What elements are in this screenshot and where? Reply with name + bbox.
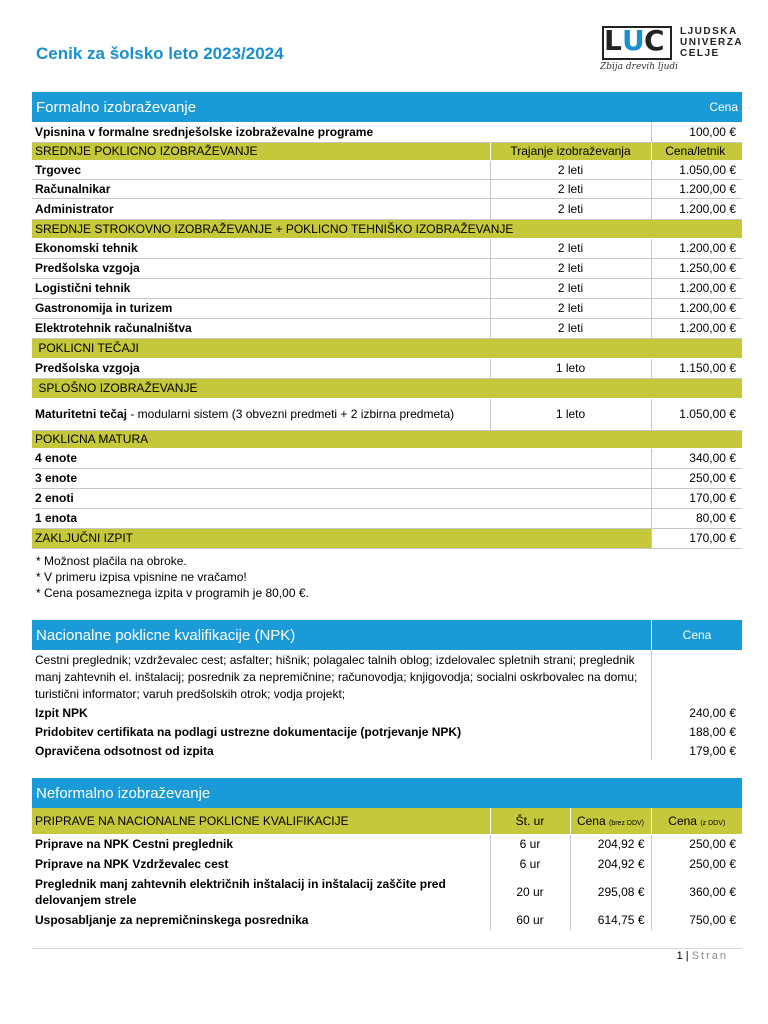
- notes: [36, 553, 309, 601]
- page-footer: [677, 950, 728, 962]
- logo-text-line: LJUDSKA: [680, 26, 738, 37]
- note: * Cena posameznega izpita v programih je 80,00 €.: [36, 586, 309, 600]
- subheader-row: [32, 430, 742, 448]
- subheader-row: [32, 338, 742, 358]
- matura-desc: - modularni sistem (3 obvezni predmeti + 2 izbirna predmeta): [127, 406, 455, 421]
- formal-section: [32, 92, 742, 549]
- row-price: 170,00 €: [651, 488, 742, 508]
- row-gross: 360,00 €: [651, 874, 742, 910]
- row-name: 3 enote: [32, 468, 651, 488]
- table-row: [32, 198, 742, 219]
- row-net: 204,92 €: [570, 834, 651, 854]
- subheader-title: SREDNJE POKLICNO IZOBRAŽEVANJE: [32, 142, 490, 160]
- price-gross-label: Cena: [668, 813, 697, 828]
- logo-tagline: Zbija drevih ljudi: [600, 62, 679, 72]
- row-name: Elektrotehnik računalništva: [32, 318, 490, 338]
- subheader-duration: Trajanje izobraževanja: [490, 142, 651, 160]
- row-net: 204,92 €: [570, 854, 651, 874]
- nonformal-header: [32, 778, 742, 808]
- row-price: 340,00 €: [651, 448, 742, 468]
- table-row: [32, 874, 742, 910]
- row-duration: 1 leto: [490, 358, 651, 378]
- row-price: 1.200,00 €: [651, 318, 742, 338]
- table-row: [32, 238, 742, 258]
- row-name: Trgovec: [32, 160, 490, 179]
- subheader-price-net: [570, 808, 651, 834]
- table-row: [32, 358, 742, 378]
- nonformal-section: [32, 778, 742, 930]
- logo-text: [680, 26, 743, 59]
- row-duration: 2 leti: [490, 160, 651, 179]
- row-price: 1.200,00 €: [651, 278, 742, 298]
- row-duration: 2 leti: [490, 258, 651, 278]
- formal-header: [32, 92, 742, 122]
- row-duration: 2 leti: [490, 298, 651, 318]
- matura-cell: [32, 398, 490, 430]
- table-row: [32, 448, 742, 468]
- enrollment-row: [32, 122, 742, 142]
- row-name: Gastronomija in turizem: [32, 298, 490, 318]
- enrollment-price: 100,00 €: [651, 122, 742, 142]
- subheader-hours: Št. ur: [490, 808, 570, 834]
- row-price: 1.200,00 €: [651, 198, 742, 219]
- subheader-row: [32, 142, 742, 160]
- row-name: Opravičena odsotnost od izpita: [35, 743, 214, 758]
- table-row: [32, 179, 742, 198]
- table-row: [32, 318, 742, 338]
- logo-letter: C: [644, 24, 665, 57]
- subheader-title: POKLICNA MATURA: [32, 430, 742, 448]
- footer-divider: [32, 948, 742, 949]
- npk-description-row: [32, 650, 742, 703]
- npk-header: [32, 620, 742, 650]
- matura-name: Maturitetni tečaj: [35, 406, 128, 421]
- formal-title: Formalno izobraževanje: [36, 98, 197, 116]
- row-hours: 6 ur: [490, 834, 570, 854]
- row-price: 240,00 €: [651, 703, 742, 722]
- row-name: Administrator: [32, 198, 490, 219]
- nonformal-title: Neformalno izobraževanje: [36, 784, 211, 802]
- table-row: [32, 834, 742, 854]
- luc-logo: [598, 24, 748, 84]
- subheader-title: PRIPRAVE NA NACIONALNE POKLICNE KVALIFIKACIJE: [32, 808, 490, 834]
- logo-letter: L: [604, 24, 622, 57]
- row-name: Izpit NPK: [35, 705, 88, 720]
- row-name: Pridobitev certifikata na podlagi ustrezne dokumentacije (potrjevanje NPK): [35, 724, 462, 739]
- final-exam-title: ZAKLJUČNI IZPIT: [32, 528, 651, 548]
- row-price: 1.050,00 €: [651, 398, 742, 430]
- footer-separator: |: [682, 950, 692, 962]
- price-net-note: (brez DDV): [609, 819, 645, 827]
- page-title: Cenik za šolsko leto 2023/2024: [36, 44, 284, 63]
- table-row: [32, 741, 742, 760]
- table-row: [32, 278, 742, 298]
- row-hours: 20 ur: [490, 874, 570, 910]
- row-hours: 6 ur: [490, 854, 570, 874]
- table-row: [32, 258, 742, 278]
- empty-cell: [651, 650, 742, 703]
- row-gross: 250,00 €: [651, 854, 742, 874]
- row-price: 1.050,00 €: [651, 160, 742, 179]
- price-net-label: Cena: [576, 813, 606, 828]
- row-name: 4 enote: [32, 448, 651, 468]
- page-label: Stran: [691, 950, 728, 962]
- formal-table: [32, 122, 742, 549]
- row-price: 1.250,00 €: [651, 258, 742, 278]
- table-row: [32, 160, 742, 179]
- row-name: Predšolska vzgoja: [32, 358, 490, 378]
- row-duration: 2 leti: [490, 278, 651, 298]
- table-row: [32, 854, 742, 874]
- row-price: 1.150,00 €: [651, 358, 742, 378]
- final-exam-price: 170,00 €: [651, 528, 742, 548]
- row-name: 1 enota: [32, 508, 651, 528]
- row-price: 179,00 €: [651, 741, 742, 760]
- row-name: Priprave na NPK Cestni preglednik: [35, 837, 234, 852]
- row-net: 614,75 €: [570, 910, 651, 930]
- row-duration: 1 leto: [490, 398, 651, 430]
- row-hours: 60 ur: [490, 910, 570, 930]
- table-row: [32, 468, 742, 488]
- table-row: [32, 722, 742, 741]
- table-row: [32, 508, 742, 528]
- row-name: 2 enoti: [32, 488, 651, 508]
- npk-title: Nacionalne poklicne kvalifikacije (NPK): [36, 626, 296, 644]
- row-price: 1.200,00 €: [651, 179, 742, 198]
- row-name: Preglednik manj zahtevnih električnih inštalacij in inštalacij zaščite pred delovanjem strele: [35, 877, 446, 907]
- row-gross: 750,00 €: [651, 910, 742, 930]
- note: * V primeru izpisa vpisnine ne vračamo!: [36, 570, 247, 584]
- table-row: [32, 910, 742, 930]
- row-net: 295,08 €: [570, 874, 651, 910]
- formal-price-header: Cena: [709, 100, 738, 114]
- row-duration: 2 leti: [490, 179, 651, 198]
- page-number: 1: [676, 950, 683, 962]
- row-name: Priprave na NPK Vzdrževalec cest: [35, 857, 229, 871]
- row-price: 1.200,00 €: [651, 238, 742, 258]
- logo-letter: U: [622, 24, 645, 57]
- row-name: Logistični tehnik: [32, 278, 490, 298]
- row-duration: 2 leti: [490, 238, 651, 258]
- row-duration: 2 leti: [490, 198, 651, 219]
- subheader-title: SREDNJE STROKOVNO IZOBRAŽEVANJE + POKLICNO TEHNIŠKO IZOBRAŽEVANJE: [32, 219, 742, 238]
- table-row: [32, 703, 742, 722]
- subheader-price: Cena/letnik: [651, 142, 742, 160]
- table-row: [32, 298, 742, 318]
- row-name: Ekonomski tehnik: [32, 238, 490, 258]
- row-gross: 250,00 €: [651, 834, 742, 854]
- row-price: 250,00 €: [651, 468, 742, 488]
- npk-description: Cestni preglednik; vzdrževalec cest; asfalter; hišnik; polagalec talnih oblog; izdelovalec spletnih strani; preglednik manj zahtevnih el. inštalacij; posrednik za nepremičnine; računovodja; knjigovodja; socialni oskrbovalec na domu; turistični informator; varuh predšolskih otrok; vodja projekt;: [35, 653, 638, 701]
- row-name: Predšolska vzgoja: [32, 258, 490, 278]
- row-duration: 2 leti: [490, 318, 651, 338]
- subheader-price-gross: [651, 808, 742, 834]
- final-exam-row: [32, 528, 742, 548]
- row-price: 1.200,00 €: [651, 298, 742, 318]
- nonformal-table: [32, 808, 742, 930]
- row-price: 80,00 €: [651, 508, 742, 528]
- row-name: Računalnikar: [32, 179, 490, 198]
- row-price: 188,00 €: [651, 722, 742, 741]
- subheader-title: POKLICNI TEČAJI: [32, 338, 742, 358]
- npk-table: [32, 650, 742, 760]
- subheader-row: [32, 219, 742, 238]
- subheader-title: SPLOŠNO IZOBRAŽEVANJE: [32, 378, 742, 398]
- note: * Možnost plačila na obroke.: [36, 554, 187, 568]
- logo-text-line: UNIVERZA: [680, 37, 744, 48]
- table-row: [32, 398, 742, 430]
- row-name: Usposabljanje za nepremičninskega posrednika: [35, 913, 309, 927]
- enrollment-name: Vpisnina v formalne srednješolske izobraževalne programe: [32, 122, 651, 142]
- subheader-row: [32, 808, 742, 834]
- subheader-row: [32, 378, 742, 398]
- logo-text-line: CELJE: [680, 48, 720, 59]
- price-gross-note: (z DDV): [700, 819, 726, 827]
- npk-price-header: Cena: [651, 620, 742, 650]
- table-row: [32, 488, 742, 508]
- npk-section: [32, 620, 742, 760]
